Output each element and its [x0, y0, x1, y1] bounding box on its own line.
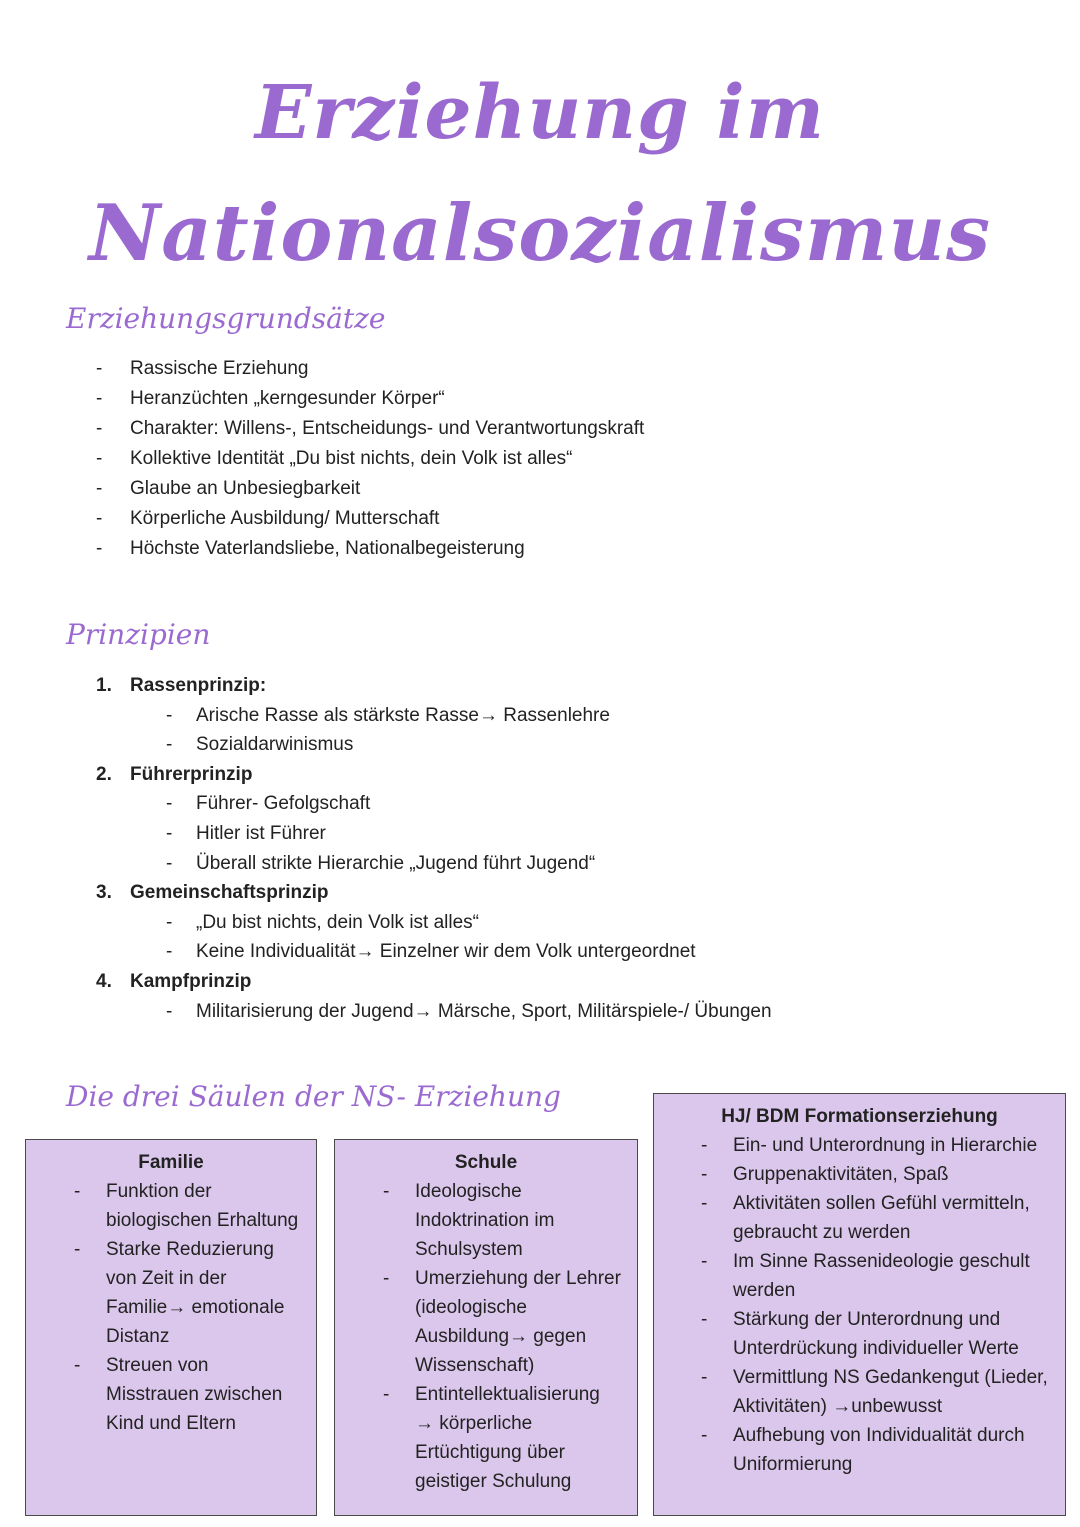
list-item: - Ideologische Indoktrination im Schulsystem [415, 1177, 623, 1264]
list-item: - Glaube an Unbesiegbarkeit [96, 474, 644, 504]
list-item: - Heranzüchten „kerngesunder Körper“ [96, 384, 644, 414]
principle-number: 1. [96, 675, 112, 696]
list-item: - Im Sinne Rassenideologie geschult werden [733, 1247, 1053, 1305]
title-line-2: Nationalsozialismus [88, 188, 992, 279]
list-item: - Vermittlung NS Gedankengut (Lieder, Aktivitäten) →unbewusst [733, 1363, 1053, 1421]
principle-number: 3. [96, 882, 112, 904]
list-item: - Umerziehung der Lehrer (ideologische Ausbildung→ gegen Wissenschaft) [415, 1264, 623, 1380]
principle-item [96, 760, 772, 878]
list-item: - Sozialdarwinismus [166, 730, 772, 760]
list-item: - Körperliche Ausbildung/ Mutterschaft [96, 504, 644, 534]
list-item: - Hitler ist Führer [166, 819, 772, 849]
principle-item [96, 671, 772, 760]
list-item: - „Du bist nichts, dein Volk ist alles“ [166, 908, 772, 938]
pillar-title: Schule [454, 1152, 518, 1173]
principle-name: Führerprinzip [130, 763, 253, 785]
principle-name: Gemeinschaftsprinzip [130, 882, 329, 904]
list-item: - Höchste Vaterlandsliebe, Nationalbegeisterung [96, 534, 644, 564]
prinzipien-list [96, 671, 772, 1026]
principle-name: Rassenprinzip: [130, 675, 267, 696]
list-item: - Aufhebung von Individualität durch Uniformierung [733, 1421, 1053, 1479]
list-item: - Überall strikte Hierarchie „Jugend führt Jugend“ [166, 849, 772, 879]
list-item: - Rassische Erziehung [96, 354, 644, 384]
pillar-box-hj-bdm [653, 1093, 1066, 1516]
principle-number: 4. [96, 970, 112, 992]
list-item: - Arische Rasse als stärkste Rasse→ Rassenlehre [166, 701, 772, 731]
list-item: - Militarisierung der Jugend→ Märsche, Sport, Militärspiele-/ Übungen [166, 997, 772, 1027]
list-item: - Stärkung der Unterordnung und Unterdrückung individueller Werte [733, 1305, 1053, 1363]
pillar-box-familie [25, 1139, 317, 1516]
section-heading-prinzipien: Prinzipien [66, 618, 211, 651]
list-item: - Ein- und Unterordnung in Hierarchie [733, 1131, 1053, 1160]
principle-item [96, 967, 772, 1026]
principle-item [96, 878, 772, 967]
title-line-1: Erziehung im [255, 70, 825, 156]
list-item: - Entintellektualisierung → körperliche Ertüchtigung über geistiger Schulung [415, 1380, 623, 1496]
list-item: - Kollektive Identität „Du bist nichts, dein Volk ist alles“ [96, 444, 644, 474]
principle-number: 2. [96, 763, 112, 785]
list-item: - Funktion der biologischen Erhaltung [106, 1177, 302, 1235]
section-heading-saeulen: Die drei Säulen der NS- Erziehung [66, 1080, 561, 1113]
pillar-title: HJ/ BDM Formationserziehung [721, 1106, 998, 1127]
list-item: - Starke Reduzierung von Zeit in der Familie→ emotionale Distanz [106, 1235, 302, 1351]
list-item: - Keine Individualität→ Einzelner wir dem Volk untergeordnet [166, 937, 772, 967]
list-item: - Aktivitäten sollen Gefühl vermitteln, gebraucht zu werden [733, 1189, 1053, 1247]
section-heading-grundsaetze: Erziehungsgrundsätze [66, 302, 386, 335]
pillar-title: Familie [138, 1152, 204, 1173]
list-item: - Führer- Gefolgschaft [166, 789, 772, 819]
list-item: - Streuen von Misstrauen zwischen Kind und Eltern [106, 1351, 302, 1438]
principle-name: Kampfprinzip [130, 970, 252, 992]
grundsaetze-list [96, 354, 644, 564]
list-item: - Charakter: Willens-, Entscheidungs- und Verantwortungskraft [96, 414, 644, 444]
list-item: - Gruppenaktivitäten, Spaß [733, 1160, 1053, 1189]
pillar-box-schule [334, 1139, 638, 1516]
